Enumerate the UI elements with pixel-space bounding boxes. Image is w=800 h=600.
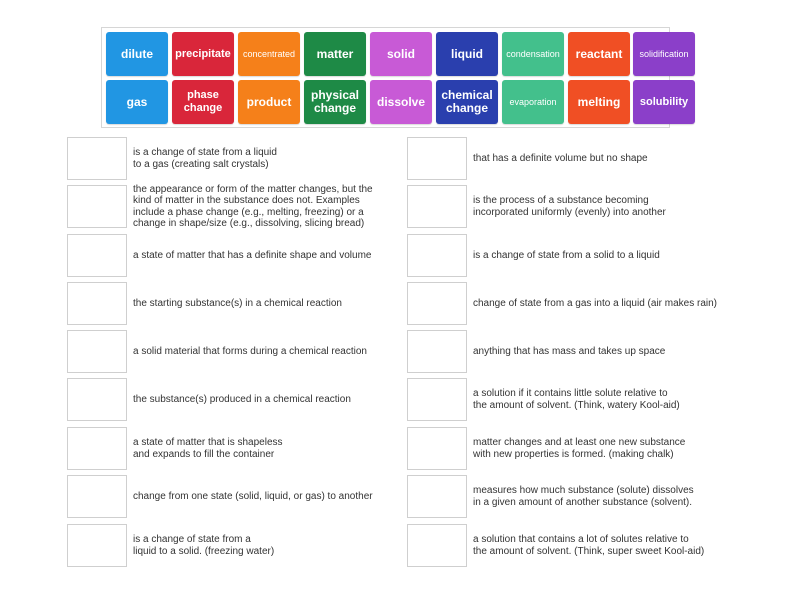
answer-drop-slot[interactable] [67,185,127,228]
tile-condensation[interactable]: condensation [502,32,564,76]
answer-drop-slot[interactable] [407,137,467,180]
answer-drop-slot[interactable] [67,475,127,518]
tile-concentrated[interactable]: concentrated [238,32,300,76]
answer-drop-slot[interactable] [407,282,467,325]
definition-text: a solution if it contains little solute relative to the amount of solvent. (Think, watery Kool-aid) [473,388,680,411]
definition-text: change of state from a gas into a liquid (air makes rain) [473,297,718,309]
answer-drop-slot[interactable] [67,330,127,373]
definition-text: the substance(s) produced in a chemical reaction [133,393,351,405]
definition-text: change from one state (solid, liquid, or gas) to another [133,490,373,502]
word-bank [101,27,689,128]
definition-text: a solution that contains a lot of solutes relative to the amount of solvent. (Think, super sweet Kool-aid) [473,534,705,557]
tile-matter[interactable]: matter [304,32,366,76]
answer-drop-slot[interactable] [407,427,467,470]
definition-text: anything that has mass and takes up space [473,345,666,357]
answer-drop-slot[interactable] [407,524,467,567]
tile-solubility[interactable]: solubility [633,80,695,124]
tile-liquid[interactable]: liquid [436,32,498,76]
answer-drop-slot[interactable] [67,137,127,180]
answer-drop-slot[interactable] [67,524,127,567]
tile-dissolve[interactable]: dissolve [370,80,432,124]
tile-chemical-change[interactable]: chemical change [436,80,498,124]
tile-precipitate[interactable]: precipitate [172,32,234,76]
definition-text: is a change of state from a liquid to a solid. (freezing water) [133,534,275,557]
definition-text: that has a definite volume but no shape [473,152,648,164]
answer-drop-slot[interactable] [407,378,467,421]
answer-drop-slot[interactable] [407,330,467,373]
definition-text: measures how much substance (solute) dissolves in a given amount of another substance (solvent). [473,485,694,508]
definition-text: is the process of a substance becoming incorporated uniformly (evenly) into another [473,195,666,218]
tile-reactant[interactable]: reactant [568,32,630,76]
tile-dilute[interactable]: dilute [106,32,168,76]
definition-text: is a change of state from a liquid to a gas (creating salt crystals) [133,147,277,170]
answer-drop-slot[interactable] [67,282,127,325]
tile-solid[interactable]: solid [370,32,432,76]
tile-melting[interactable]: melting [568,80,630,124]
tile-gas[interactable]: gas [106,80,168,124]
answer-drop-slot[interactable] [67,234,127,277]
tile-phase-change[interactable]: phase change [172,80,234,124]
tile-solidification[interactable]: solidification [633,32,695,76]
tile-product[interactable]: product [238,80,300,124]
definition-text: a state of matter that is shapeless and expands to fill the container [133,437,283,460]
definition-text: is a change of state from a solid to a liquid [473,249,660,261]
answer-drop-slot[interactable] [407,234,467,277]
definition-text: the appearance or form of the matter changes, but the kind of matter in the substance does not. Examples include a phase change (e.g., melting, freezing) or a change in shape/size (e.g., dissolving, slicing bread) [133,183,373,229]
definition-text: the starting substance(s) in a chemical reaction [133,297,342,309]
answer-drop-slot[interactable] [67,378,127,421]
tile-evaporation[interactable]: evaporation [502,80,564,124]
definition-text: matter changes and at least one new substance with new properties is formed. (making chalk) [473,437,686,460]
definition-text: a state of matter that has a definite shape and volume [133,249,372,261]
answer-drop-slot[interactable] [407,185,467,228]
answer-drop-slot[interactable] [67,427,127,470]
tile-physical-change[interactable]: physical change [304,80,366,124]
answer-drop-slot[interactable] [407,475,467,518]
definition-text: a solid material that forms during a chemical reaction [133,345,367,357]
